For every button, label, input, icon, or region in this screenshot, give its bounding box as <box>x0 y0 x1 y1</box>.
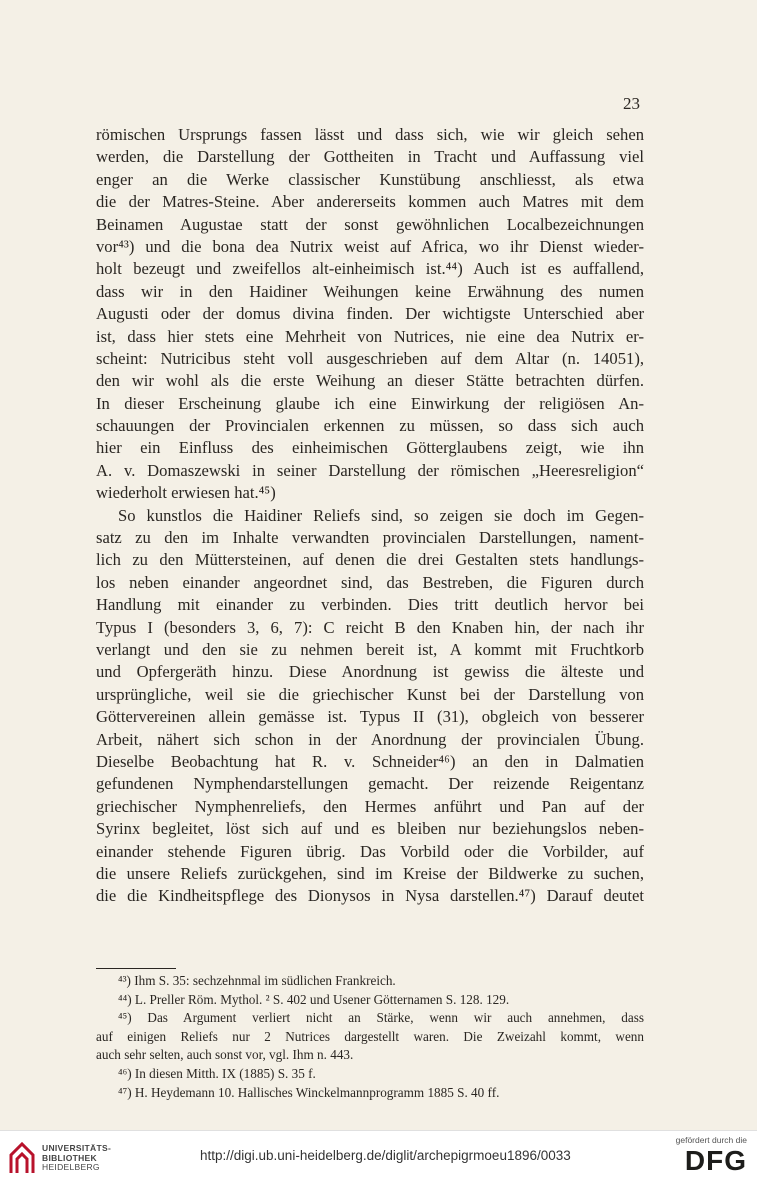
body-line: ursprüngliche, weil sie die griechischer Kunst bei der Darstellung von <box>96 684 644 704</box>
footnote-line: auf einigen Reliefs nur 2 Nutrices dargestellt waren. Die Zweizahl kommt, wenn <box>96 1028 644 1044</box>
library-name-line1: UNIVERSITÄTS- <box>42 1143 112 1153</box>
body-line: werden, die Darstellung der Gottheiten in Tracht und Auffassung viel <box>96 147 644 167</box>
footnote-line: ⁴⁷) H. Heydemann 10. Hallisches Winckelmannprogramm 1885 S. 40 ff. <box>118 1084 500 1100</box>
dfg-logo[interactable] <box>655 1135 747 1183</box>
permalink-url[interactable]: http://digi.ub.uni-heidelberg.de/diglit/archepigrmoeu1896/0033 <box>200 1148 571 1163</box>
page-number: 23 <box>623 94 640 113</box>
body-line: satz zu den im Inhalte verwandten provincialen Darstellungen, nament- <box>96 528 644 548</box>
body-line: scheint: Nutricibus steht voll ausgeschrieben auf dem Altar (n. 14051), <box>96 348 644 368</box>
heidelberg-library-logo[interactable] <box>8 1141 148 1177</box>
body-line: Augusti oder der domus divina finden. Der wichtigste Unterschied aber <box>96 304 644 324</box>
body-line: Beinamen Augustae statt der sonst gewöhnlichen Localbezeichnungen <box>96 214 644 234</box>
library-name-line2: BIBLIOTHEK <box>42 1152 97 1163</box>
body-line: los neben einander angeordnet sind, das Bestreben, die Figuren durch <box>96 572 644 592</box>
body-line: In dieser Erscheinung glaube ich eine Einwirkung der religiösen An- <box>96 393 644 413</box>
body-line: A. v. Domaszewski in seiner Darstellung der römischen „Heeresreligion“ <box>96 460 644 480</box>
library-logo-icon <box>8 1141 36 1175</box>
body-text <box>96 124 644 908</box>
body-line: holt bezeugt und zweifellos alt-einheimisch ist.⁴⁴) Auch ist es auffallend, <box>96 259 644 279</box>
body-line: Göttervereinen allein gemässe ist. Typus II (31), obgleich von besserer <box>96 707 644 727</box>
body-line: die die Kindheitspflege des Dionysos in Nysa darstellen.⁴⁷) Darauf deutet <box>96 886 644 906</box>
viewer-footer <box>0 1130 757 1187</box>
body-line: Handlung mit einander zu verbinden. Dies tritt deutlich hervor bei <box>96 595 644 615</box>
footnote-line: ⁴⁵) Das Argument verliert nicht an Stärke, wenn wir auch annehmen, dass <box>118 1010 644 1026</box>
body-line: die der Matres-Steine. Aber andererseits kommen auch Matres mit dem <box>96 192 644 212</box>
footnote-divider <box>96 968 176 969</box>
footnote-line: auch sehr selten, auch sonst vor, vgl. Ihm n. 443. <box>96 1047 354 1063</box>
footnotes <box>96 972 644 1102</box>
body-line: griechischer Nymphenreliefs, den Hermes anführt und Pan auf der <box>96 796 644 816</box>
body-line: So kunstlos die Haidiner Reliefs sind, so zeigen sie doch im Gegen- <box>118 505 644 525</box>
dfg-wordmark: DFG <box>684 1145 747 1176</box>
body-line: Dieselbe Beobachtung hat R. v. Schneider⁴⁶) an den in Dalmatien <box>96 751 644 771</box>
body-line: einander stehende Figuren übrig. Das Vorbild oder die Vorbilder, auf <box>96 841 644 861</box>
footnote-line: ⁴³) Ihm S. 35: sechzehnmal im südlichen Frankreich. <box>118 973 396 988</box>
funded-by-label: gefördert durch die <box>675 1135 747 1145</box>
body-line: dass wir in den Haidiner Weihungen keine Erwähnung des numen <box>96 281 644 301</box>
body-line: lich zu den Müttersteinen, auf denen die drei Gestalten stets handlungs- <box>96 550 644 570</box>
body-line: römischen Ursprungs fassen lässt und dass sich, wie wir gleich sehen <box>96 125 644 144</box>
body-line: hier ein Einfluss des einheimischen Götterglaubens zeigt, wie ihn <box>96 438 644 458</box>
body-line: Syrinx begleitet, löst sich auf und es bleiben nur beziehungslos neben- <box>96 819 644 839</box>
library-name-line3: HEIDELBERG <box>42 1162 100 1172</box>
footnote-line: ⁴⁴) L. Preller Röm. Mythol. ² S. 402 und Usener Götternamen S. 128. 129. <box>118 991 510 1007</box>
body-line: verlangt und den sie zu nehmen bereit ist, A kommt mit Fruchtkorb <box>96 639 644 659</box>
body-line: und Opfergeräth hinzu. Diese Anordnung ist gewiss die älteste und <box>96 662 644 682</box>
body-line: gefundenen Nymphendarstellungen gemacht. Der reizende Reigentanz <box>96 774 644 794</box>
body-line: den wir wohl als die erste Weihung an dieser Stätte betrachten dürfen. <box>96 371 644 391</box>
body-line: enger an die Werke classischer Kunstübung anschliesst, als etwa <box>96 169 644 189</box>
body-line: wiederholt erwiesen hat.⁴⁵) <box>96 483 276 503</box>
footnote-line: ⁴⁶) In diesen Mitth. IX (1885) S. 35 f. <box>118 1065 316 1081</box>
body-line: ist, dass hier stets eine Mehrheit von Nutrices, nie eine dea Nutrix er- <box>96 326 644 346</box>
body-line: schauungen der Provincialen erkennen zu müssen, so dass sich auch <box>96 416 644 436</box>
body-line: Arbeit, nähert sich schon in der Anordnung der provincialen Übung. <box>96 729 644 749</box>
body-line: die unsere Reliefs zurückgehen, sind im Kreise der Bildwerke zu suchen, <box>96 863 644 883</box>
body-line: vor⁴³) und die bona dea Nutrix weist auf Africa, wo ihr Dienst wieder- <box>96 236 644 256</box>
body-line: Typus I (besonders 3, 6, 7): C reicht B den Knaben hin, der nach ihr <box>96 617 644 637</box>
